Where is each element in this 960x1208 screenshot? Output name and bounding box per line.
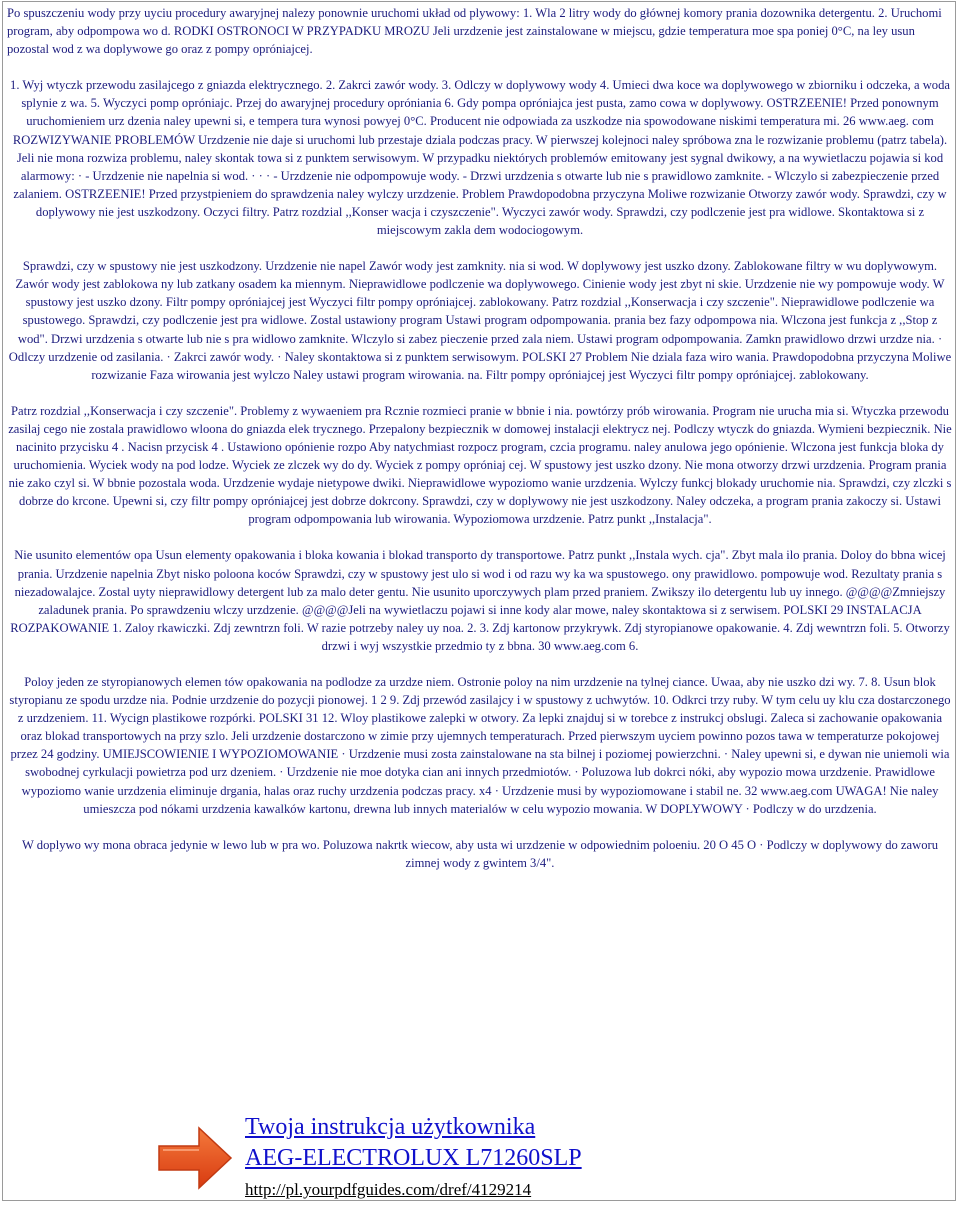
paragraph-3: Sprawdzi, czy w spustowy nie jest uszkodzony. Urzdzenie nie napel Zawór wody jest zamknity. nia si wod. W doplywowy jest uszko dzony. Zablokowane filtry w wu doplywowym. Zawór wody jest zablokowa ny lub zatkany osadem ka miennym. Nieprawidlowe podlczenie wa doplywowego. Cinienie wody jest zbyt ni skie. Urzdzenie nie wy pompowuje wody. W spustowy jest uszko dzony. Filtr pompy opróniajcej jest Wyczyci filtr pompy opróniajcej. zablokowany. Patrz rozdzial ,,Konserwacja i czy szczenie". Nieprawidlowe podlczenie wa spustowego. Sprawdzi, czy podlczenie jest pra widlowe. Zostal ustawiony program Ustawi program odpompowania. prania bez fazy odpompowa nia. Wlczona jest funkcja z ,,Stop z wod". Drzwi urzdzenia s otwarte lub nie s pra widlowo zamknite. Wlczylo si zabez pieczenie przed zala niem. Ustawi program odpompowania. Zamkn prawidlowo drzwi urzdze nia. · Odlczy urzdzenie od zasilania. · Zakrci zawór wody. · Naley skontaktowa si z punktem serwisowym. POLSKI 27 Problem Nie dziala faza wiro wania. Prawdopodobna przyczyna Moliwe rozwizanie Faza wirowania jest wylczo Naley ustawi program wirowania. na. Filtr pompy opróniajcej jest Wyczyci filtr pompy opróniajcej. zablokowany.: [8, 259, 952, 382]
manual-title-link[interactable]: Twoja instrukcja użytkownika: [245, 1114, 536, 1140]
url-link[interactable]: http://pl.yourpdfguides.com/dref/4129214: [245, 1180, 532, 1199]
paragraph-gap: [7, 384, 953, 402]
paragraph-1: Po spuszczeniu wody przy uyciu procedury awaryjnej nalezy ponownie uruchomi układ od plywowy: 1. Wla 2 litry wody do głównej komory prania dozownika detergentu. 2. Uruchomi program, aby odpompowa wo d. RODKI OSTRONOCI W PRZYPADKU MROZU Jeli urzdzenie jest zainstalowane w miejscu, gdzie temperatura moe spa poniej 0°C, na ley usun pozostal wod z wa doplywowe go oraz z pompy opróniajcej.: [7, 6, 942, 57]
footer-banner: [3, 1110, 956, 1200]
paragraph-gap: [7, 239, 953, 257]
page-frame: [2, 1, 956, 1201]
paragraph-gap: [7, 528, 953, 546]
document-body: [7, 4, 953, 872]
paragraph-7: W doplywo wy mona obraca jedynie w lewo lub w pra wo. Poluzowa nakrtk wiecow, aby usta wi urzdzenie w odpowiednim poloeniu. 20 O 45 O · Podlczy w doplywowy do zaworu zimnej wody z gwintem 3/4".: [22, 837, 938, 870]
paragraph-gap: [7, 655, 953, 673]
paragraph-2: 1. Wyj wtyczk przewodu zasilajcego z gniazda elektrycznego. 2. Zakrci zawór wody. 3. Odlczy w doplywowy wody 4. Umieci dwa koce wa doplywowego w zbiorniku i odczeka, a woda splynie z wa. 5. Wyczyci pomp opróniajc. Przej do awaryjnej procedury opróniania 6. Gdy pompa opróniajca jest pusta, zamo cowa w doplywowy. OSTRZEENIE! Przed ponownym uruchomieniem urz dzenia naley upewni si, e tempera tura wynosi powyej 0°C. Producent nie odpowiada za uszkodze nia spowodowane niskimi temperatura mi. 26 www.aeg. com ROZWIZYWANIE PROBLEMÓW Urzdzenie nie daje si uruchomi lub przestaje dziala podczas pracy. W pierwszej kolejnoci naley spróbowa zna le rozwizanie problemu (patrz tabela). Jeli nie mona rozwiza problemu, naley skontak towa si z punktem serwisowym. W przypadku niektórych problemów emitowany jest sygnal dwikowy, a na wywietlaczu pojawia si kod alarmowy: · - Urzdzenie nie napelnia si wod. · · · - Urzdzenie nie odpompowuje wody. - Drzwi urzdzenia s otwarte lub nie s prawidlowo zamknite. - Wlczylo si zabezpieczenie przed zalaniem. OSTRZEENIE! Przed przystpieniem do sprawdzenia naley wylczy urzdzenie. Problem Prawdopodobna przyczyna Moliwe rozwizanie Otworzy zawór wody. Sprawdzi, czy w doplywowy nie jest uszkodzony. Oczyci filtry. Patrz rozdzial ,,Konser wacja i czyszczenie". Wyczyci zawór wody. Sprawdzi, czy podlczenie jest pra widlowe. Skontaktowa si z miejscowym zakla dem wodociogowym.: [10, 78, 950, 238]
paragraph-6: Poloy jeden ze styropianowych elemen tów opakowania na podlodze za urzdze niem. Ostronie poloy na nim urzdzenie na tylnej ciance. Uwaa, aby nie uszko dzi wy. 7. 8. Usun blok styropianu ze spodu urzdze nia. Podnie urzdzenie do pozycji pionowej. 1 2 9. Zdj przewód zasilajcy i w spustowy z uchwytów. 10. Odkrci trzy ruby. W tym celu uy klu cza dostarczonego z urzdzeniem. 11. Wycign plastikowe rozpórki. POLSKI 31 12. Wloy plastikowe zalepki w otwory. Za lepki znajduj si w torebce z instrukcj obslugi. Zaleca si zachowanie opakowania oraz blokad transportowych na przy szlo. Jeli urzdzenie dostarczono w zimie przy ujemnych temperaturach. Przed pierwszym uyciem powinno pozos tawa w temperaturze pokojowej przez 24 godziny. UMIEJSCOWIENIE I WYPOZIOMOWANIE · Urzdzenie musi zosta zainstalowane na sta bilnej i poziomej powierzchni. · Naley upewni si, e dywan nie uniemoli wia swobodnej cyrkulacji powietrza pod urz dzeniem. · Urzdzenie nie moe dotyka cian ani innych przedmiotów. · Poluzowa lub dokrci nóki, aby wypozio mowa urzdzenie. Prawidlowe wypoziomo wanie urzdzenia eliminuje drgania, halas oraz ruchy urzdzenia podczas pracy. x4 · Urzdzenie musi by wypoziomowane i stabil ne. 32 www.aeg.com UWAGA! Nie naley umieszcza pod nókami urzdzenia kawalków kartonu, drewna lub innych materialów w celu wypozio mowania. W DOPLYWOWY · Podlczy w do urzdzenia.: [9, 675, 951, 816]
paragraph-gap: [7, 58, 953, 76]
paragraph-5: Nie usunito elementów opa Usun elementy opakowania i bloka kowania i blokad transporto dy transportowe. Patrz punkt ,,Instala wych. cja". Zbyt mala ilo prania. Doloy do bbna wicej prania. Urzdzenie napelnia Zbyt nisko poloona koców Sprawdzi, czy w spustowy jest ulo si wod i od razu wy ka wa spustowego. ony prawidlowo. pompowuje wod. Rezultaty prania s niezadowalajce. Zostal uyty nieprawidlowy detergent lub za malo deter gentu. Nie usunito uporczywych plam przed praniem. Zwikszy ilo detergentu lub uy innego. @@@@Zmniejszy zaladunek prania. Po sprawdzeniu wlczy urzdzenie. @@@@Jeli na wywietlaczu pojawi si inne kody alar mowe, naley skontaktowa si z serwisem. POLSKI 29 INSTALACJA ROZPAKOWANIE 1. Zaloy rkawiczki. Zdj zewntrzn foli. W razie potrzeby naley uy noa. 2. 3. Zdj kartonow przykrywk. Zdj styropianowe opakowanie. 4. Zdj wewntrzn foli. 5. Otworzy drzwi i wyj wszystkie przedmio ty z bbna. 30 www.aeg.com 6.: [10, 548, 950, 653]
paragraph-4: Patrz rozdzial ,,Konserwacja i czy szczenie". Problemy z wywaeniem pra Rcznie rozmieci pranie w bbnie i nia. powtórzy prób wirowania. Program nie urucha mia si. Wtyczka przewodu zasilaj cego nie zostala prawidlowo wloona do gniazda elek trycznego. Przepalony bezpiecznik w domowej instalacji elektrycz nej. Podlczy wtyczk do gniazda. Wymieni bezpiecznik. Nie nacinito przycisku 4 . Nacisn przycisk 4 . Ustawiono opónienie rozpo Aby natychmiast rozpocz program, czcia programu. naley anulowa jego opónienie. Wlczona jest funkcja bloka dy uruchomienia. Wyciek wody na pod lodze. Wyciek ze zlczek wy do dy. Wyciek z pompy opróniaj cej. W spustowy jest uszko dzony. Nie mona otworzy drzwi urzdzenia. Program prania nie zako czyl si. W bbnie pozostala woda. Urzdzenie wydaje nietypowe dwiki. Nieprawidlowe wypoziomo wanie urzdzenia. Wylczy funkcj blokady uruchomie nia. Sprawdzi, czy zlczki s dobrze do krcone. Upewni si, czy filtr pompy opróniajcej jest dobrze dokrcony. Sprawdzi, czy w doplywowy nie jest uszkodzony. Naley odczeka, a program prania zakoczy si. Ustawi program odpompowania lub wirowania. Wypoziomowa urzdzenie. Patrz punkt ,,Instalacja".: [8, 403, 952, 527]
footer-links: [245, 1112, 582, 1201]
arrow-icon: [155, 1122, 235, 1194]
paragraph-gap: [7, 818, 953, 836]
model-link[interactable]: AEG-ELECTROLUX L71260SLP: [245, 1145, 582, 1171]
